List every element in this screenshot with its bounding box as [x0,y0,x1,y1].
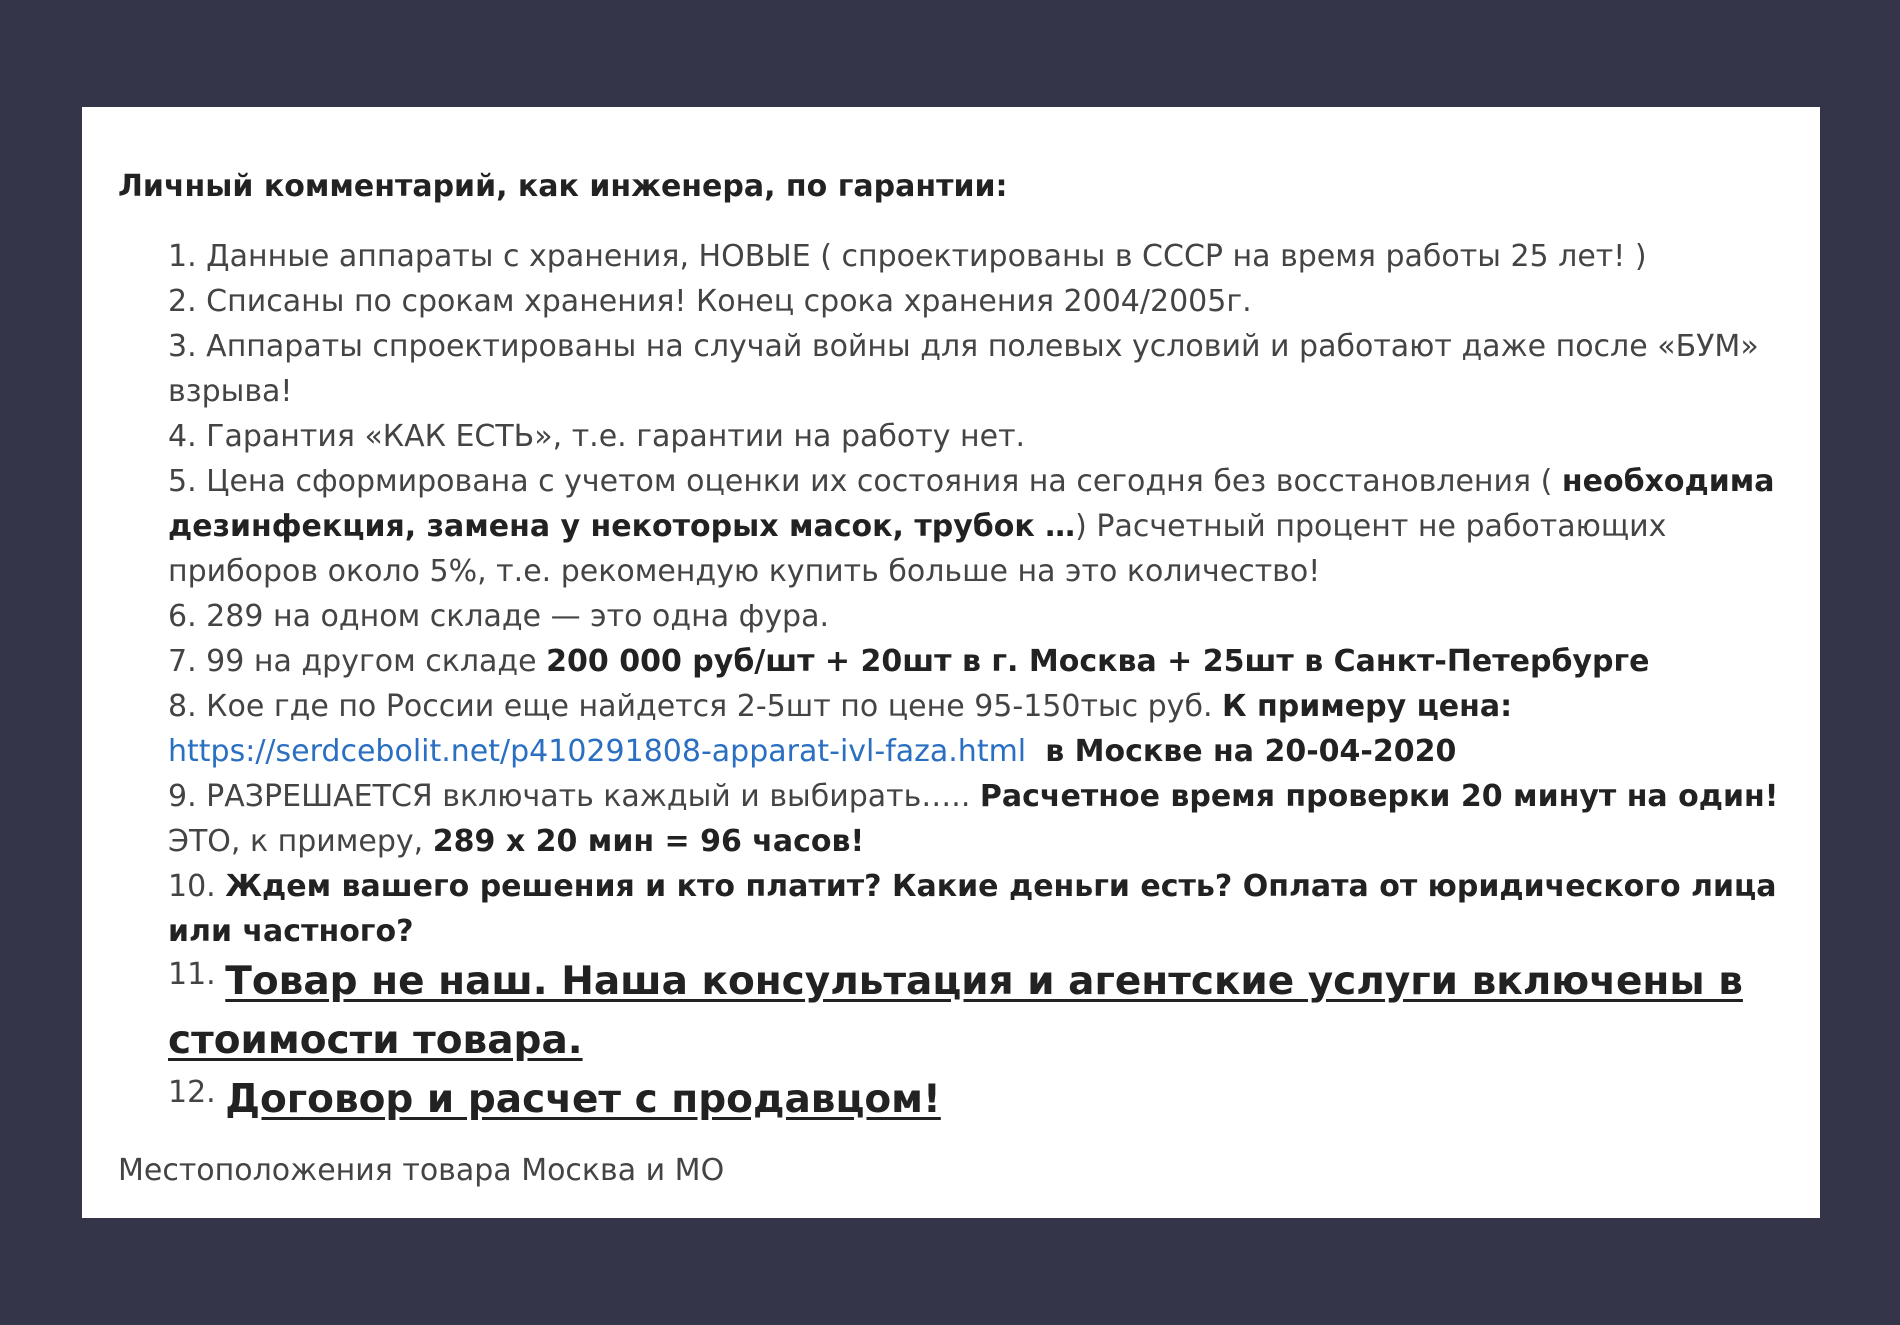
item-bold-text: в Москве на 20-04-2020 [1045,733,1457,769]
item-number: 7. [168,643,197,679]
item-number: 3. [168,328,197,364]
item-bold-text: 200 000 руб/шт + 20шт в г. Москва + 25шт в Санкт-Петербурге [546,643,1650,679]
heading: Личный комментарий, как инженера, по гарантии: [118,169,1008,204]
list-item [168,864,1784,954]
item-bold-text: необходима дезинфекция, замена у некоторых масок, трубок … [168,463,1775,544]
list-item [168,774,1784,864]
item-text: Списаны по срокам хранения! Конец срока хранения 2004/2005г. [206,283,1252,319]
item-number: 8. [168,688,197,724]
item-text: Цена сформирована с учетом оценки их состояния на сегодня без восстановления ( [206,463,1553,499]
warranty-list [168,234,1784,1131]
item-bold-text: 289 х 20 мин = 96 часов! [432,823,865,859]
item-text: РАЗРЕШАЕТСЯ включать каждый и выбирать….. [206,778,971,814]
item-number: 11. [168,956,216,992]
list-item [168,414,1784,459]
list-item [168,279,1784,324]
item-emphasis-text: Товар не наш. Наша консультация и агентские услуги включены в стоимости товара. [168,958,1743,1063]
list-item [168,1072,1784,1131]
item-text: ) Расчетный процент не работающих приборов около 5%, т.е. рекомендую купить больше на это количество! [168,508,1667,589]
item-text: Кое где по России еще найдется 2-5шт по цене 95-150тыс руб. [206,688,1213,724]
item-number: 1. [168,238,197,274]
list-item [168,324,1784,414]
list-item [168,234,1784,279]
item-number: 5. [168,463,197,499]
item-emphasis-text: Договор и расчет с продавцом! [225,1076,941,1122]
list-item [168,639,1784,684]
item-number: 10. [168,868,216,904]
item-text: Аппараты спроектированы на случай войны для полевых условий и работают даже после «БУМ» взрыва! [168,328,1759,409]
price-link[interactable]: https://serdcebolit.net/p410291808-apparat-ivl-faza.html [168,733,1027,769]
location-note: Местоположения товара Москва и МО [118,1152,725,1188]
item-number: 9. [168,778,197,814]
item-bold-text: К примеру цена: [1222,688,1513,724]
item-number: 12. [168,1074,216,1110]
item-number: 4. [168,418,197,454]
item-bold-text: Ждем вашего решения и кто платит? Какие деньги есть? Оплата от юридического лица или частного? [168,868,1777,949]
item-text: 99 на другом складе [206,643,537,679]
item-text: Гарантия «КАК ЕСТЬ», т.е. гарантии на работу нет. [206,418,1026,454]
item-text: 289 на одном складе — это одна фура. [206,598,830,634]
list-item [168,954,1784,1072]
item-number: 6. [168,598,197,634]
item-number: 2. [168,283,197,319]
item-bold-text: Расчетное время проверки 20 минут на один! [979,778,1779,814]
list-item [168,684,1784,774]
item-text: Данные аппараты с хранения, НОВЫЕ ( спроектированы в СССР на время работы 25 лет! ) [206,238,1647,274]
document-card [82,107,1820,1218]
item-text: ЭТО, к примеру, [168,823,424,859]
list-item [168,459,1784,594]
list-item [168,594,1784,639]
